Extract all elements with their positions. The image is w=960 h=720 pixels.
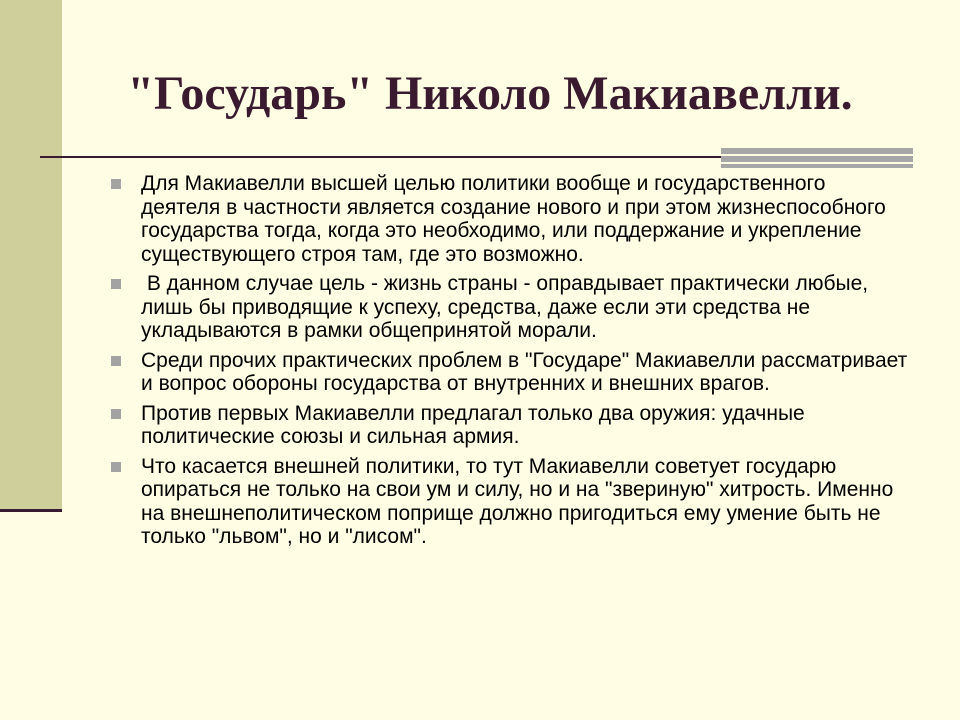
square-bullet-icon bbox=[111, 462, 121, 472]
square-bullet-icon bbox=[111, 279, 121, 289]
left-decorative-band bbox=[0, 0, 62, 511]
bullet-text: Что касается внешней политики, то тут Макиавелли советует государю опираться не только на свои ум и силу, но и на "звериную" хитрость. Именно на внешнеполитическом поприще должно пригодиться ему умение быть не только "львом", но и "лисом". bbox=[141, 454, 894, 548]
bullet-text: В данном случае цель - жизнь страны - оправдывает практически любые, лишь бы приводящие к успеху, средства, даже если эти средства не укладываются в рамки общепринятой морали. bbox=[141, 272, 874, 342]
square-bullet-icon bbox=[111, 356, 121, 366]
bullet-item bbox=[110, 455, 910, 549]
title-rule-gray bbox=[721, 148, 913, 168]
slide-title: "Государь" Николо Макиавелли. bbox=[127, 67, 853, 120]
bullet-text: Среди прочих практических проблем в "Государе" Макиавелли рассматривает и вопрос обороны государства от внутренних и внешних врагов. bbox=[141, 348, 908, 395]
bullet-item bbox=[110, 402, 910, 449]
bullet-item bbox=[110, 172, 910, 266]
square-bullet-icon bbox=[111, 409, 121, 419]
bullet-item bbox=[110, 272, 910, 343]
square-bullet-icon bbox=[111, 179, 121, 189]
bullet-text: Для Макиавелли высшей целью политики вообще и государственного деятеля в частности является создание нового и при этом жизнеспособного государства тогда, когда это необходимо, или поддержание и укрепление существующего строя там, где это возможно. bbox=[141, 172, 886, 266]
title-rule-dark bbox=[40, 156, 722, 158]
bullet-list bbox=[110, 172, 910, 555]
bullet-item bbox=[110, 349, 910, 396]
bullet-text: Против первых Макиавелли предлагал только два оружия: удачные политические союзы и сильная армия. bbox=[141, 401, 805, 448]
left-band-underline bbox=[0, 509, 62, 512]
